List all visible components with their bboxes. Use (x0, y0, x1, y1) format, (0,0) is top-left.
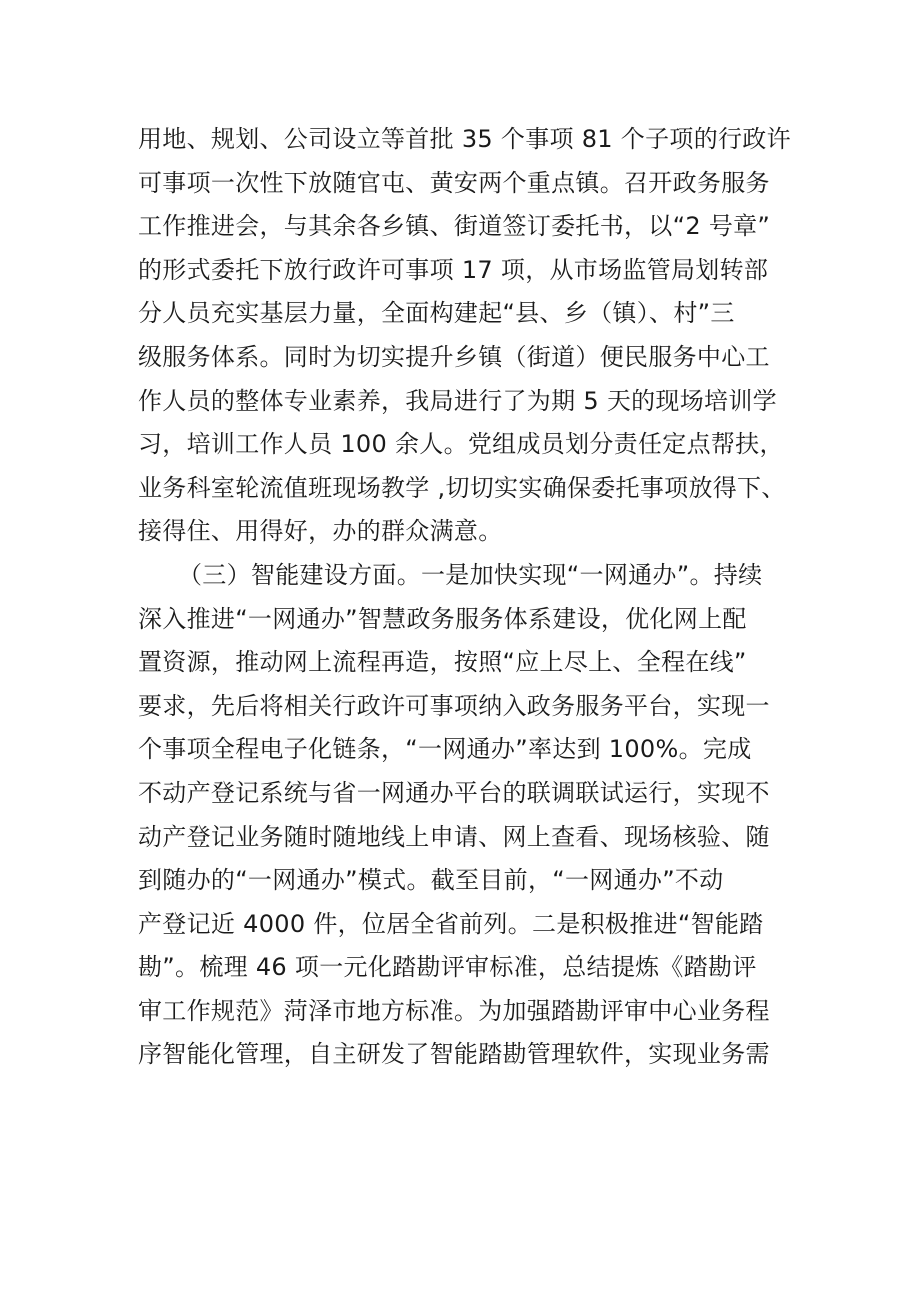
text-line: 业务科室轮流值班现场教学 ,切切实实确保委托事项放得下、 (138, 473, 786, 502)
text-line: 的形式委托下放行政许可事项 17 项，从市场监管局划转部 (138, 255, 769, 284)
text-line: 个事项全程电子化链条，“一网通办”率达到 100%。完成 (138, 735, 752, 764)
text-line: 勘”。梳理 46 项一元化踏勘评审标准，总结提炼《踏勘评 (138, 953, 757, 982)
text-line: 动产登记业务随时随地线上申请、网上查看、现场核验、随 (138, 822, 770, 851)
text-line: 习，培训工作人员 100 余人。党组成员划分责任定点帮扶， (138, 430, 784, 459)
text-line: 工作推进会，与其余各乡镇、街道签订委托书，以“2 号章” (138, 212, 771, 241)
text-line: 审工作规范》菏泽市地方标准。为加强踏勘评审中心业务程 (138, 996, 770, 1025)
text-line: 可事项一次性下放随官屯、黄安两个重点镇。召开政务服务 (138, 168, 770, 197)
text-line: 深入推进“一网通办”智慧政务服务体系建设，优化网上配 (138, 604, 747, 633)
text-line: 到随办的“一网通办”模式。截至目前，“一网通办”不动 (138, 866, 724, 895)
text-line: 用地、规划、公司设立等首批 35 个事项 81 个子项的行政许 (138, 125, 791, 153)
body-text (138, 118, 808, 1077)
text-line: 不动产登记系统与省一网通办平台的联调联试运行，实现不 (138, 778, 770, 807)
paragraph-start-line: （三）智能建设方面。一是加快实现“一网通办”。持续 (178, 560, 763, 589)
text-line: 要求，先后将相关行政许可事项纳入政务服务平台，实现一 (138, 691, 770, 720)
text-line: 置资源，推动网上流程再造，按照“应上尽上、全程在线” (138, 648, 747, 677)
text-line: 产登记近 4000 件，位居全省前列。二是积极推进“智能踏 (138, 909, 764, 938)
text-line: 接得住、用得好，办的群众满意。 (138, 517, 503, 546)
text-line: 分人员充实基层力量，全面构建起“县、乡（镇）、村”三 (138, 299, 735, 328)
text-line: 序智能化管理，自主研发了智能踏勘管理软件，实现业务需 (138, 1040, 770, 1069)
text-line: 作人员的整体专业素养，我局进行了为期 5 天的现场培训学 (138, 386, 777, 415)
text-line: 级服务体系。同时为切实提升乡镇（街道）便民服务中心工 (138, 342, 770, 371)
